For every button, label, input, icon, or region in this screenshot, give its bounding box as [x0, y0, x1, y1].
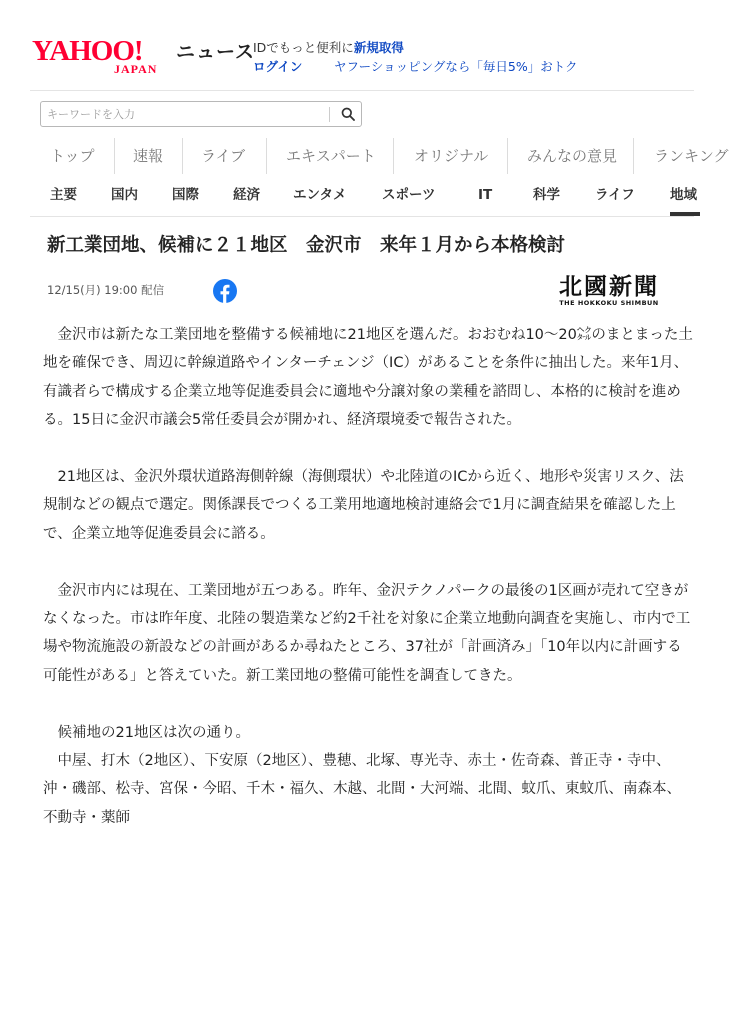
category-sports[interactable]: スポーツ	[382, 187, 436, 203]
id-promo-text: IDでもっと便利に	[253, 40, 354, 55]
nav-divider	[30, 216, 694, 217]
top-tabs	[30, 138, 729, 174]
source-name-en: THE HOKKOKU SHIMBUN	[559, 299, 659, 307]
tab-live[interactable]: ライブ	[201, 147, 246, 165]
facebook-icon	[213, 279, 237, 303]
delivery-label: 配信	[141, 283, 165, 297]
category-life[interactable]: ライフ	[595, 187, 635, 203]
article-body	[43, 321, 693, 832]
search-input[interactable]	[47, 106, 327, 122]
tab-breaking[interactable]: 速報	[133, 147, 164, 165]
tab-separator	[114, 138, 115, 174]
id-promo	[253, 39, 404, 56]
facebook-share-button[interactable]	[213, 279, 237, 303]
yahoo-japan-logo[interactable]	[32, 36, 172, 78]
logo-sub: JAPAN	[114, 62, 158, 76]
tab-expert[interactable]: エキスパート	[286, 147, 376, 165]
article-title: 新工業団地、候補に２１地区 金沢市 来年１月から本格検討	[47, 235, 566, 256]
login-link[interactable]: ログイン	[253, 59, 303, 74]
article-paragraph: 金沢市内には現在、工業団地が五つある。昨年、金沢テクノパークの最後の1区画が売れて空きがなくなった。市は昨年度、北陸の製造業など約2千社を対象に企業立地動向調査を実施し、市内で工場や物流施設の新設などの計画があるか尋ねたところ、37社が「計画済み」「10年以内に計画する可能性がある」と答えていた。新工業団地の整備可能性を調査してきた。	[43, 582, 691, 684]
tab-separator	[266, 138, 267, 174]
source-logo[interactable]	[534, 274, 684, 308]
article-datetime: 12/15(月) 19:00	[47, 283, 138, 297]
search-icon	[341, 107, 355, 121]
category-domestic[interactable]: 国内	[111, 187, 138, 203]
category-entertainment[interactable]: エンタメ	[293, 187, 347, 203]
tab-original[interactable]: オリジナル	[414, 147, 489, 165]
logo-text: YAHOO!	[32, 35, 143, 67]
tab-separator	[507, 138, 508, 174]
tab-ranking[interactable]: ランキング	[654, 147, 729, 165]
category-science[interactable]: 科学	[533, 187, 560, 203]
article-paragraph: 候補地の21地区は次の通り。	[57, 724, 250, 741]
article-paragraph: 中屋、打木（2地区）、下安原（2地区）、豊穂、北塚、専光寺、赤土・佐奇森、普正寺・寺中、沖・磯部、松寺、宮保・今昭、千木・福久、木越、北間・大河端、北間、蚊爪、東蚊爪、南森本、不動寺・薬師	[43, 753, 681, 826]
tab-top[interactable]: トップ	[50, 147, 95, 165]
category-local-active[interactable]: 地域	[670, 187, 697, 203]
search-divider	[329, 107, 330, 122]
search-box	[40, 101, 362, 127]
tab-separator	[633, 138, 634, 174]
article-meta	[47, 282, 164, 298]
search-button[interactable]	[334, 102, 362, 126]
category-international[interactable]: 国際	[172, 187, 199, 203]
article-paragraph: 21地区は、金沢外環状道路海側幹線（海側環状）や北陸道のICから近く、地形や災害リスク、法規制などの観点で選定。関係課長でつくる工業用地適地検討連絡会で1月に調査結果を確認した上で、企業立地等促進委員会に諮る。	[43, 469, 684, 542]
header-divider	[30, 90, 694, 91]
signup-link[interactable]: 新規取得	[353, 40, 404, 55]
category-main[interactable]: 主要	[50, 187, 77, 203]
category-nav	[30, 180, 697, 216]
tab-opinions[interactable]: みんなの意見	[527, 147, 618, 165]
service-name[interactable]: ニュース	[176, 41, 256, 63]
article-paragraph: 金沢市は新たな工業団地を整備する候補地に21地区を選んだ。おおむね10～20㌶のまとまった土地を確保でき、周辺に幹線道路やインターチェンジ（IC）があることを条件に抽出した。来年1月、有識者らで構成する企業立地等促進委員会に適地や分譲対象の業種を諮問し、本格的に検討を進める。15日に金沢市議会5常任委員会が開かれ、経済環境委で報告された。	[43, 327, 693, 429]
tab-separator	[393, 138, 394, 174]
source-name: 北國新聞	[559, 273, 659, 300]
shopping-promo-link[interactable]: ヤフーショッピングなら「毎日5%」おトク	[334, 59, 578, 74]
category-economy[interactable]: 経済	[233, 187, 260, 203]
category-it[interactable]: IT	[478, 187, 493, 203]
tab-separator	[182, 138, 183, 174]
